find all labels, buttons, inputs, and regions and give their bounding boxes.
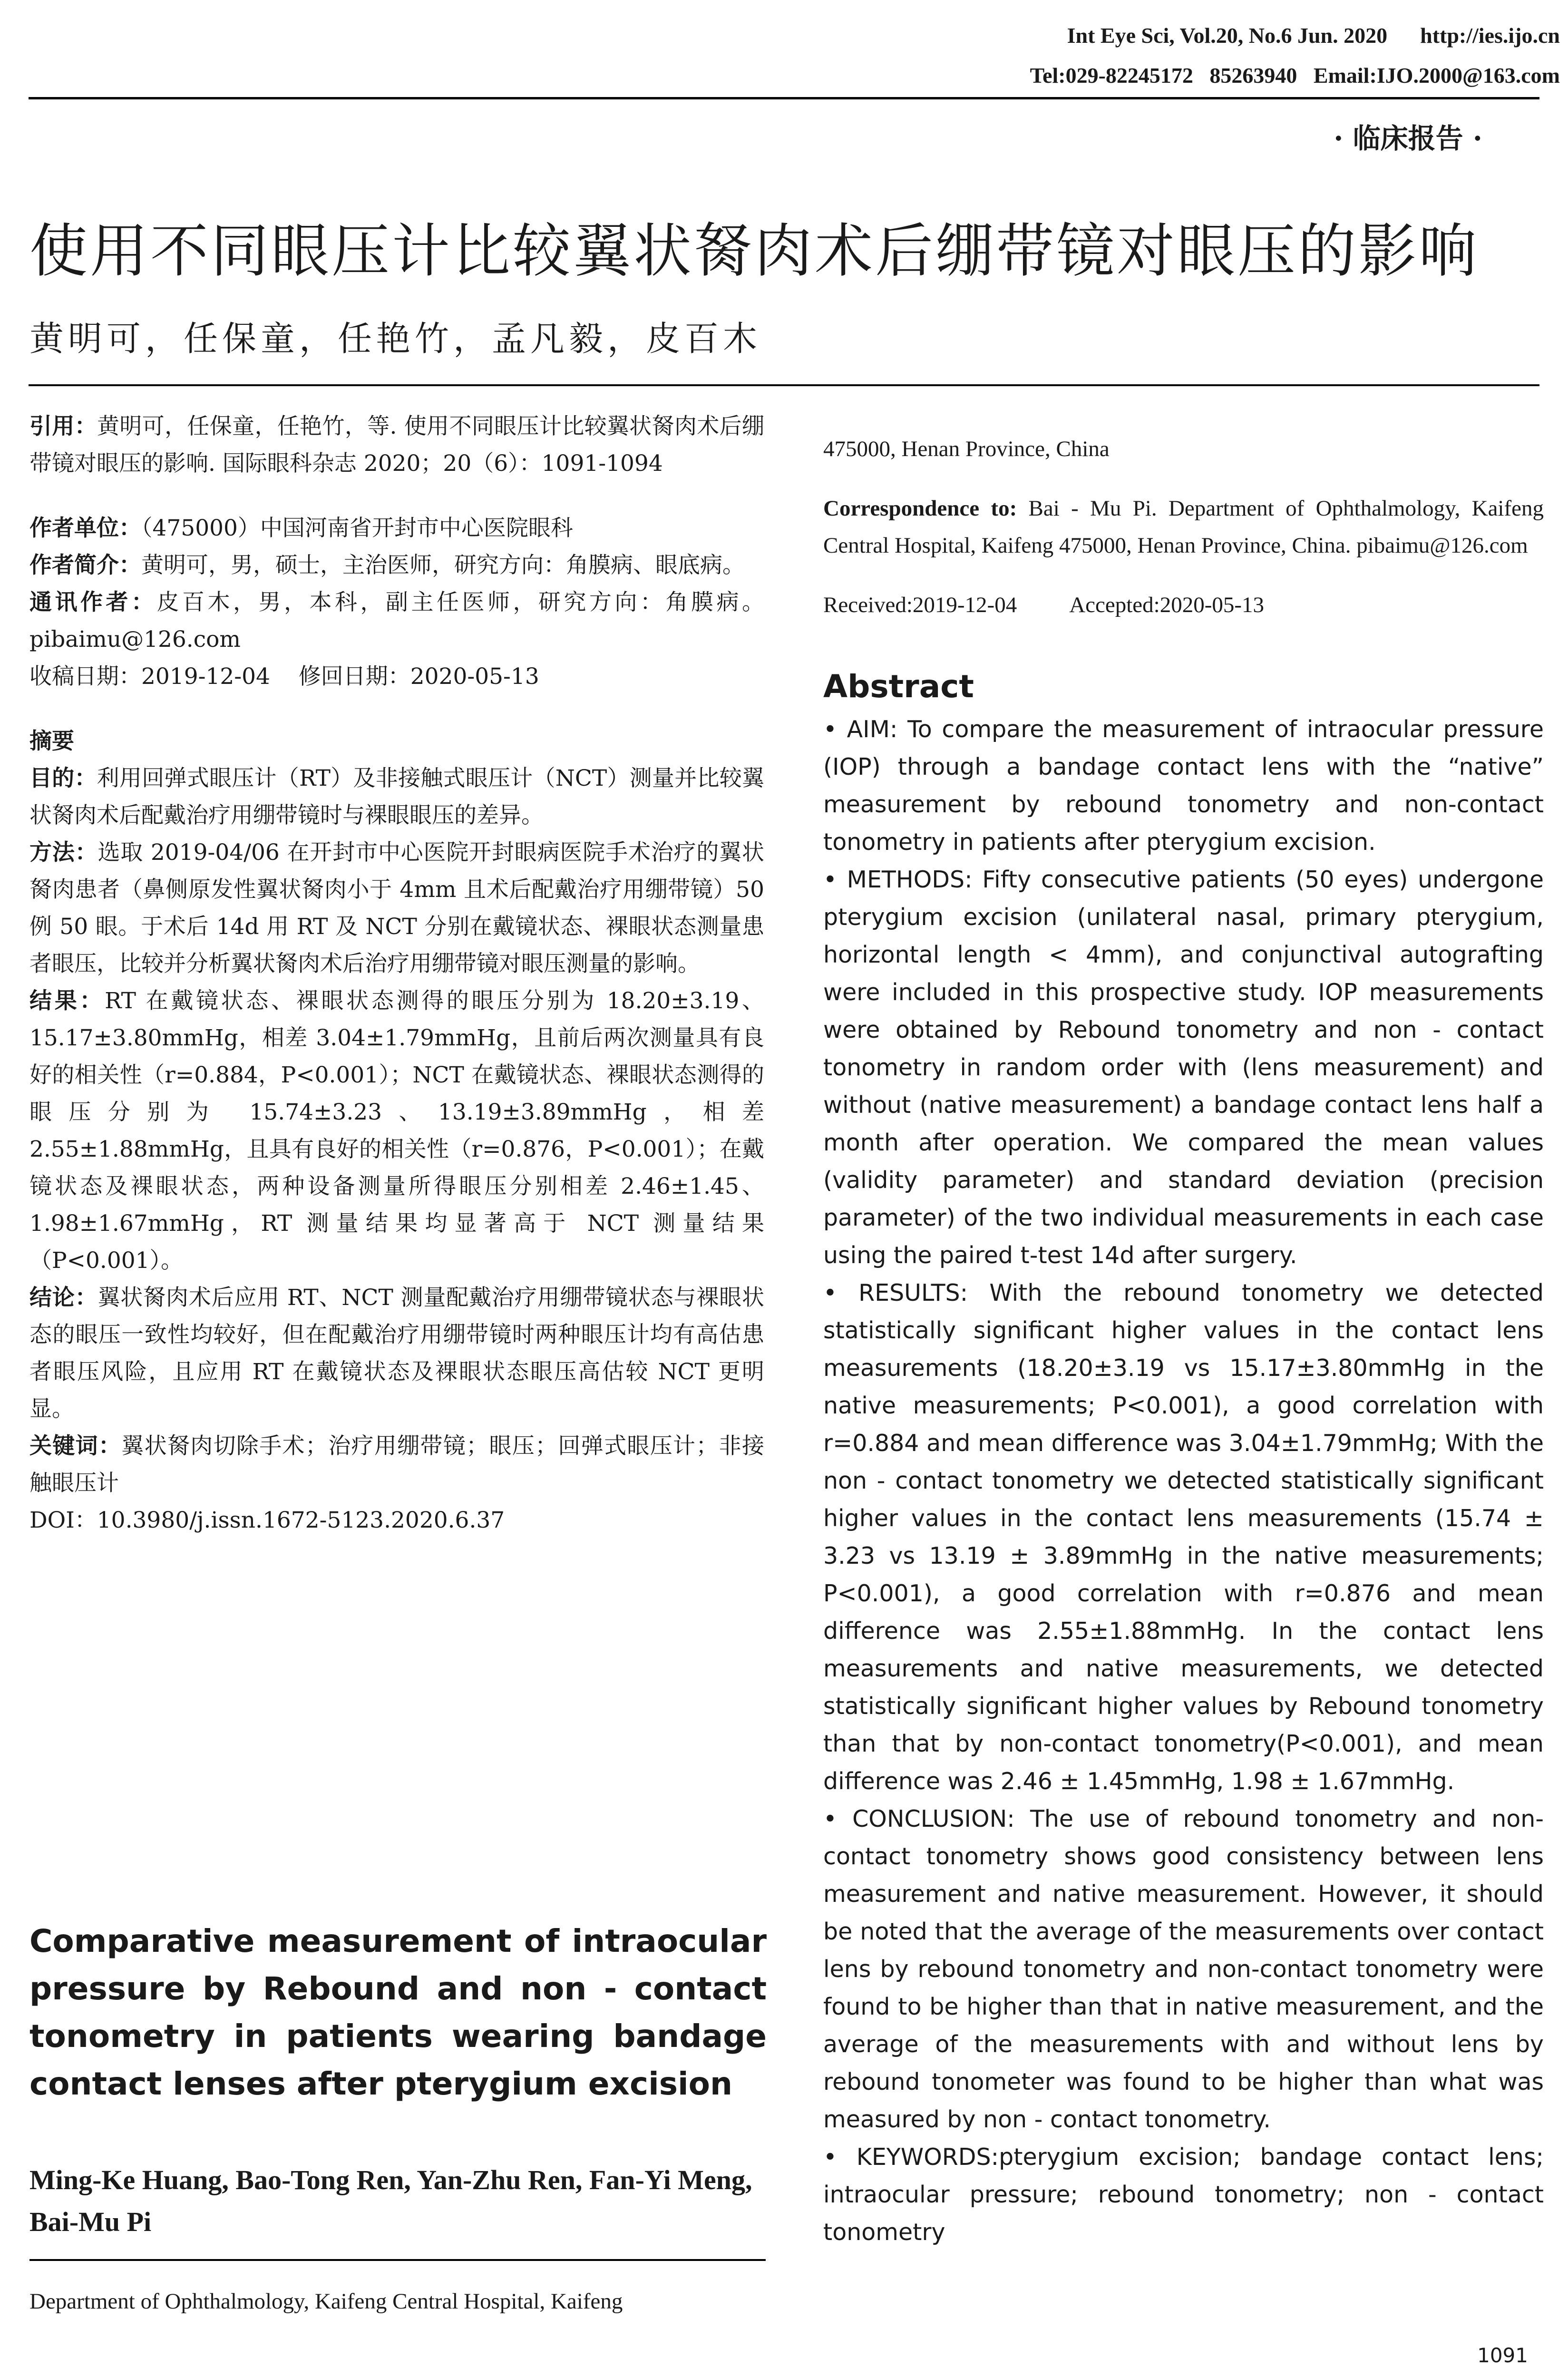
page-number: 1091 — [1477, 2344, 1528, 2367]
authors-rule — [29, 2259, 766, 2261]
abstract-conclusion: 结论：翼状胬肉术后应用 RT、NCT 测量配戴治疗用绷带镜状态与裸眼状态的眼压一致性均较好，但在配戴治疗用绷带镜时两种眼压计均有高估患者眼压风险，且应用 RT 在戴镜状态及裸眼状态眼压高估较 NCT 更明显。 — [29, 1285, 764, 1422]
corresponding-author: 通讯作者：皮百木，男，本科，副主任医师，研究方向：角膜病。pibaimu@126.com — [29, 589, 764, 653]
article-title-cn: 使用不同眼压计比较翼状胬肉术后绷带镜对眼压的影响 — [29, 217, 1479, 285]
abstract-heading-cn: 摘要 — [29, 728, 74, 754]
keywords-en: • KEYWORDS:pterygium excision; bandage contact lens; intraocular pressure; rebound tonometry; non - contact tonometry — [823, 2143, 1544, 2246]
author-affiliation: 作者单位：（475000）中国河南省开封市中心医院眼科 — [29, 515, 573, 541]
author-bio: 作者简介：黄明可，男，硕士，主治医师，研究方向：角膜病、眼底病。 — [29, 552, 745, 578]
section-tag: · 临床报告 · — [1334, 122, 1482, 155]
right-column — [823, 408, 1544, 2251]
article-dates: 收稿日期：2019-12-04 修回日期：2020-05-13 — [29, 663, 539, 690]
department-en: Department of Ophthalmology, Kaifeng Central Hospital, Kaifeng — [29, 2289, 623, 2314]
abstract-methods-en: • METHODS: Fifty consecutive patients (50 eyes) undergone pterygium excision (unilateral nasal, primary pterygium, horizontal length < 4mm), and conjunctival autografting were included in this prospective study. IOP measurements were obtained by Rebound tonometry and non - contact tonometry in random order with (lens measurement) and without (native measurement) a bandage contact lens half a month after operation. We compared the mean values (validity parameter) and standard deviation (precision parameter) of the two individual measurements in each case using the paired t-test 14d after surgery. — [823, 866, 1544, 1269]
abstract-objective: 目的：利用回弹式眼压计（RT）及非接触式眼压计（NCT）测量并比较翼状胬肉术后配戴治疗用绷带镜时与裸眼眼压的差异。 — [29, 765, 764, 828]
department-en-cont: 475000, Henan Province, China — [823, 437, 1110, 461]
authors-cn: 黄明可，任保童，任艳竹，孟凡毅，皮百木 — [29, 319, 762, 359]
journal-header-line: Int Eye Sci, Vol.20, No.6 Jun. 2020 http://ies.ijo.cn — [1067, 23, 1560, 48]
abstract-results-en: • RESULTS: With the rebound tonometry we detected statistically significant higher values in the contact lens measurements (18.20±3.19 vs 15.17±3.80mmHg in the native measurements; P<0.001), a good correlation with r=0.884 and mean difference was 3.04±1.79mmHg; With the non - contact tonometry we detected statistically significant higher values in the contact lens measurements (15.74 ± 3.23 vs 13.19 ± 3.89mmHg in the native measurements; P<0.001), a good correlation with r=0.876 and mean difference was 2.55±1.88mmHg. In the contact lens measurements and native measurements, we detected statistically significant higher values by Rebound tonometry than that by non-contact tonometry(P<0.001), and mean difference was 2.46 ± 1.45mmHg, 1.98 ± 1.67mmHg. — [823, 1279, 1544, 1795]
received-accepted: Received:2019-12-04 Accepted:2020-05-13 — [823, 593, 1265, 617]
abstract-conclusion-en: • CONCLUSION: The use of rebound tonometry and non-contact tonometry shows good consistency between lens measurement and native measurement. However, it should be noted that the average of the measurements over contact lens by rebound tonometry and non-contact tonometry were found to be higher than that in native measurement, and the average of the measurements with and without lens by rebound tonometer was found to be higher than what was measured by non - contact tonometry. — [823, 1805, 1544, 2133]
journal-contact-line: Tel:029-82245172 85263940 Email:IJO.2000@163.com — [1030, 63, 1560, 88]
header-rule — [29, 97, 1539, 99]
keywords-cn: 关键词：翼状胬肉切除手术；治疗用绷带镜；眼压；回弹式眼压计；非接触眼压计 — [29, 1433, 765, 1496]
abstract-heading-en: Abstract — [823, 668, 974, 705]
abstract-aim-en: • AIM: To compare the measurement of intraocular pressure (IOP) through a bandage contact lens with the “native” measurement by rebound tonometry and non-contact tonometry in patients after pterygium excision. — [823, 716, 1544, 856]
article-title-en: Comparative measurement of intraocular pressure by Rebound and non - contact tonometry in patients wearing bandage contact lenses after pterygium excision — [29, 1923, 767, 2102]
abstract-methods: 方法：选取 2019-04/06 在开封市中心医院开封眼病医院手术治疗的翼状胬肉患者（鼻侧原发性翼状胬肉小于 4mm 且术后配戴治疗用绷带镜）50 例 50 眼。于术后 14d 用 RT 及 NCT 分别在戴镜状态、裸眼状态测量患者眼压，比较并分析翼状胬肉术后治疗用绷带镜对眼压测量的影响。 — [29, 839, 764, 977]
authors-en: Ming-Ke Huang, Bao-Tong Ren, Yan-Zhu Ren, Fan-Yi Meng, Bai-Mu Pi — [29, 2164, 752, 2237]
abstract-results: 结果：RT 在戴镜状态、裸眼状态测得的眼压分别为 18.20±3.19、15.17±3.80mmHg，相差 3.04±1.79mmHg，且前后两次测量具有良好的相关性（r=0.884，P<0.001）；NCT 在戴镜状态、裸眼状态测得的眼压分别为 15.74±3.23、13.19±3.89mmHg，相差 2.55±1.88mmHg，且具有良好的相关性（r=0.876，P<0.001）；在戴镜状态及裸眼状态，两种设备测量所得眼压分别相差 2.46±1.45、1.98±1.67mmHg，RT 测量结果均显著高于 NCT 测量结果（P<0.001）。 — [29, 988, 764, 1274]
title-rule — [29, 384, 1539, 386]
correspondence-en: Correspondence to: Bai - Mu Pi. Department of Ophthalmology, Kaifeng Central Hospital, Kaifeng 475000, Henan Province, China. pibaimu@126.com — [823, 496, 1544, 558]
left-column — [29, 408, 764, 1539]
doi[interactable]: DOI：10.3980/j.issn.1672-5123.2020.6.37 — [29, 1507, 505, 1533]
citation: 引用：黄明可，任保童，任艳竹，等. 使用不同眼压计比较翼状胬肉术后绷带镜对眼压的影响. 国际眼科杂志 2020；20（6）：1091-1094 — [29, 413, 764, 477]
